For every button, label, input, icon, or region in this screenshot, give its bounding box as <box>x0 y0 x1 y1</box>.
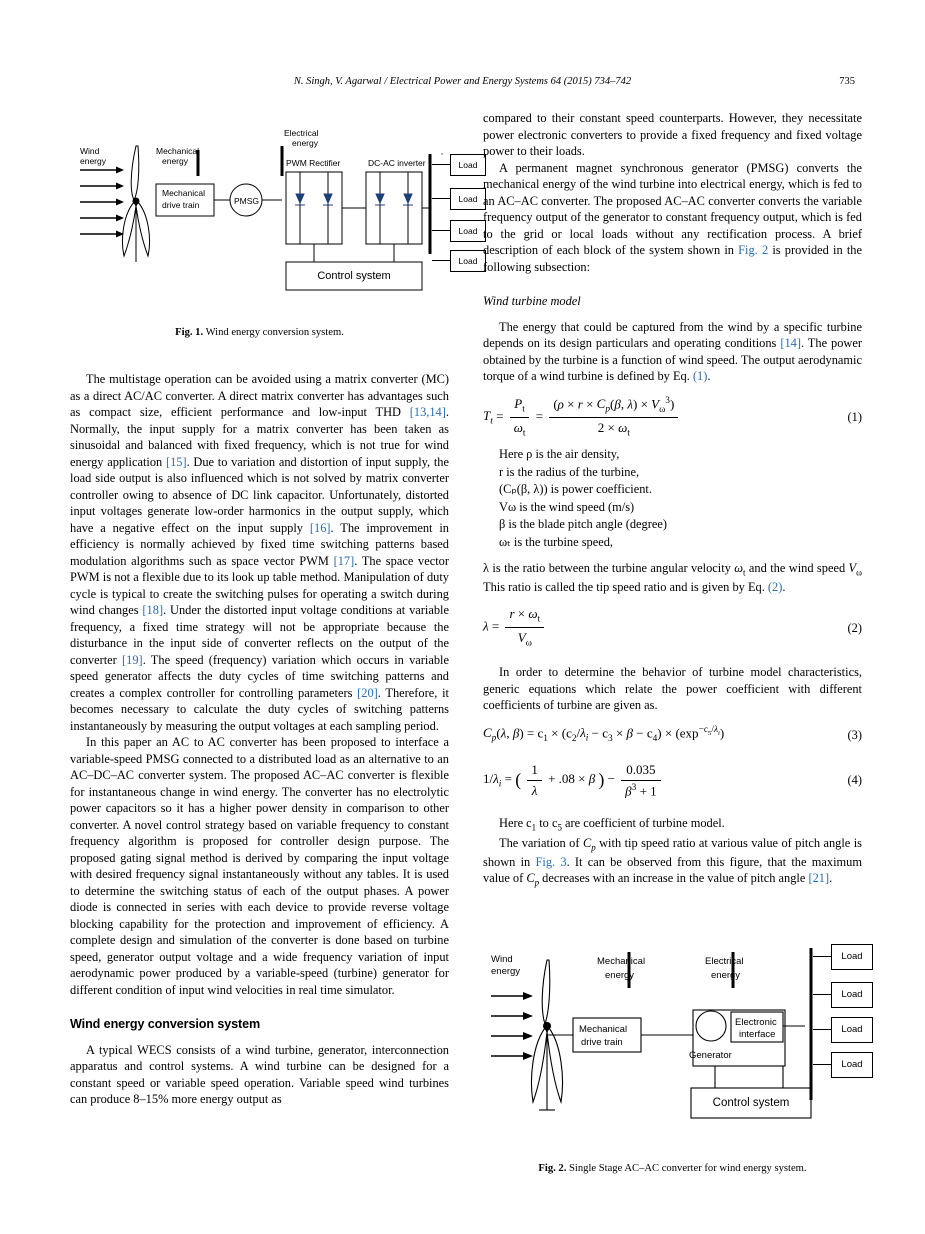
fig1-load-box-4: Load <box>450 250 486 272</box>
fig2-load-box-2: Load <box>831 982 873 1008</box>
fig1-label-mech2: energy <box>162 156 188 166</box>
fig1-label-mdt1: Mechanical <box>162 188 205 198</box>
dc-ac-inverter-box <box>366 172 422 244</box>
fig2-label-mdt1: Mechanical <box>579 1024 628 1035</box>
pwm-rectifier-box <box>286 172 342 244</box>
citation-18[interactable]: [18] <box>142 603 164 617</box>
fig1-load-box-3: Load <box>450 220 486 242</box>
turbine-icon <box>122 146 149 262</box>
fig1-label-mech: Mechanical <box>156 146 199 156</box>
fig1-load-lead-4 <box>432 260 450 261</box>
figure-3-reference[interactable]: Fig. 3 <box>535 854 567 869</box>
figure-2-caption-text: Single Stage AC–AC converter for wind energy system. <box>569 1163 807 1174</box>
figure-1-diagram <box>70 110 449 325</box>
definition-r: r is the radius of the turbine, <box>499 464 640 479</box>
equation-3: $C_p(\lambda$, $\beta) = c_1 \times (c_2/\lambda_i - c_3 \times \beta - c_4) \times (\exp^{-c_5/\lambda_i})$ (3) <box>483 724 862 744</box>
citation-13-14[interactable]: [13,14] <box>409 405 446 419</box>
definition-omega: ωₜ is the turbine speed, <box>499 534 614 549</box>
figure-2-caption-label: Fig. 2. <box>538 1163 567 1174</box>
figure-2-reference[interactable]: Fig. 2 <box>738 243 769 257</box>
fig2-label-ei1: Electronic <box>735 1017 777 1028</box>
left-para-3: A typical WECS consists of a wind turbine, generator, interconnection apparatus and control systems. A wind turbine can be designed for a constant speed or variable speed operation. Variable speed wind turbines can produce 8–15% more energy output as <box>70 1042 449 1107</box>
left-para-2: In this paper an AC to AC converter has been proposed to interface a variable-speed PMSG connected to a distributed load as an alternative to an AC–DC–AC converter system. The proposed AC–AC converter is flexible for instantaneous change in wind energy. The converter has no electrolytic power capacitors so it has a higher power density in comparison to other converter. A novel control strategy based on variable frequency to constant frequency algorithm is proposed for controller design purpose. The proposed gating signal method is derived by comparing the input voltage with desired frequency signal instantaneously without any tables. It is used to determine the switching status of each of the output phases. A power diode is connected in series with each device to provide reverse voltage blocking capability for the protection and improvement of efficiency. A complete design and simulation of the converter is done based on turbine speed, generator output voltage and a wide frequency variation of input aerodynamic power produced by a variable-speed (turbine) generator for different condition of input wind velocities in real time simulator. <box>70 735 449 997</box>
fig2-label-ei2: interface <box>739 1029 776 1040</box>
fig1-label-inv: DC-AC inverter <box>368 158 426 168</box>
fig1-load-lead-1 <box>432 164 450 165</box>
equation-3-number: (3) <box>847 727 862 742</box>
fig1-load-lead-2 <box>432 198 450 199</box>
fig2-load-box-3: Load <box>831 1017 873 1043</box>
symbol-definitions <box>499 446 862 552</box>
page-number: 735 <box>839 76 855 87</box>
left-column <box>70 371 449 1108</box>
figure-2 <box>483 940 862 1140</box>
figure-1-caption-label: Fig. 1. <box>175 327 204 338</box>
right-para-4: λ is the ratio between the turbine angular velocity $\omega_t$ and the wind speed $V_\omega$ This ratio is called the tip speed ratio and is given by Eq. (2). <box>483 560 862 594</box>
fig1-load-box-2: Load <box>450 188 486 210</box>
right-para-5: In order to determine the behavior of turbine model characteristics, generic equations which relate the power coefficient with different coefficients of turbine are given as. <box>483 665 862 713</box>
fig2-label-mdt2: drive train <box>581 1037 623 1048</box>
fig2-wind-arrows <box>491 992 533 1060</box>
wind-arrows <box>80 167 124 238</box>
fig2-label-mech2: energy <box>605 970 635 981</box>
fig1-load-box-1: Load <box>450 154 486 176</box>
definition-cp: (Cₚ(β, λ)) is power coefficient. <box>499 482 652 497</box>
figure-1-caption <box>70 327 449 338</box>
fig1-label-mdt2: drive train <box>162 200 200 210</box>
fig2-label-elec2: energy <box>711 970 741 981</box>
fig1-label-elec: Electrical <box>284 128 319 138</box>
running-head <box>70 76 855 87</box>
right-para-1: compared to their constant speed counterparts. However, they necessitate power electronic converters to provide a fixed frequency and fixed voltage power to their loads. <box>483 111 862 158</box>
fig2-label-wind: Wind <box>491 954 513 965</box>
fig1-label-energy: energy <box>80 156 106 166</box>
fig1-control-system-label: Control system <box>317 270 391 282</box>
section-heading-wecs: Wind energy conversion system <box>70 1017 261 1031</box>
definition-beta: β is the blade pitch angle (degree) <box>499 517 667 532</box>
right-para-3: The energy that could be captured from the wind by a specific turbine depends on its design particulars and operating conditions [14]. The power obtained by the turbine is a function of wind speed. The output aerodynamic torque of a wind turbine is defined by Eq. (1). <box>483 319 862 383</box>
fig2-generator-circle <box>696 1011 726 1041</box>
equation-2-number: (2) <box>847 620 862 635</box>
equation-2: λ = $\frac{r \times \omega_t}{V_\omega}$ (2) <box>483 606 862 649</box>
equation-4-number: (4) <box>847 772 862 787</box>
equation-1: $T_t$ = $\frac{P_t}{\omega_t}$ = $\frac{(\rho \times r \times C_p(\beta, \lambda) \times V_\omega^3)}{2 \times \omega_t}$ (1) <box>483 395 862 439</box>
left-para-1: The multistage operation can be avoided using a matrix converter (MC) as a direct AC/AC converter. A direct matrix converter has advantages such as compact size, efficient performance and low-input THD [13,14]. Normally, the input supply for a matrix converter has been taken as sinusoidal and balanced with fixed frequency, which is not true for wind energy application [15]. Due to variation and distortion of input supply, the load side output is also influenced which is not solved by matrix converter controller owing to absence of DC link capacitor. Unfortunately, distorted input voltages generate low-order harmonics in the output supply, which have a negative effect on the input supply [16]. The improvement in efficiency is normally achieved by fixed time switching patterns based modulation algorithms such as space vector PWM [17]. The space vector PWM is not a flexible due to its look up table method. Manipulation of duty cycle is typical to create the switching pulses for operating a switch during wind changes [18]. Under the distorted input voltage conditions at variable frequency, a fixed time strategy will not be appropriate because the disturbance in the input side of converter reflects on the output of the converter [19]. The speed (frequency) variation which occurs in variable speed generator affects the duty cycles of time switching patterns and creates a complex controller for controlling parameters [20]. Therefore, it becomes necessary to calculate the duty cycles of switching patterns instantaneously by measuring the output voltages at each sampling period. <box>70 372 449 733</box>
figure-2-caption <box>483 1163 862 1174</box>
fig1-label-elec2: energy <box>292 138 318 148</box>
fig1-label-rect: PWM Rectifier <box>286 158 341 168</box>
figure-1 <box>70 110 478 325</box>
definition-vw: Vω is the wind speed (m/s) <box>499 499 635 514</box>
equation-1-number: (1) <box>847 409 862 424</box>
citation-15[interactable]: [15] <box>165 454 187 469</box>
fig2-label-gen: Generator <box>689 1050 732 1061</box>
right-para-2: A permanent magnet synchronous generator (PMSG) converts the mechanical energy of the wind turbine into electrical energy, which is fed to an AC–AC converter. The proposed AC–AC converter converts the variable frequency output of the generator to constant frequency output, which is fed to the grid or local loads without any rectification process. A brief description of each block of the system shown in Fig. 2 is provided in the following subsection: <box>483 160 862 274</box>
citation-16[interactable]: [16] <box>309 520 331 535</box>
right-para-6: Here $c_1$ to $c_5$ are coefficient of turbine model. <box>499 816 725 833</box>
right-para-7: The variation of $C_p$ with tip speed ratio at various value of pitch angle is shown in Fig. 3. It can be observed from this figure, that the maximum value of $C_p$ decreases with an increase in the value of pitch angle [21]. <box>483 835 862 888</box>
equation-4: $1/\lambda_i$ = ( $\frac{1}{\lambda}$ + .08 × β ) − $\frac{0.035}{\beta^3 + 1}$ (4) <box>483 762 862 798</box>
fig2-label-energy: energy <box>491 966 521 977</box>
fig2-control-system-label: Control system <box>712 1097 790 1109</box>
definition-rho: Here ρ is the air density, <box>499 446 620 461</box>
fig2-load-lead-3 <box>813 1029 831 1030</box>
fig2-label-elec: Electrical <box>705 956 744 967</box>
fig1-load-lead-3 <box>432 230 450 231</box>
fig2-load-lead-1 <box>813 956 831 957</box>
citation-19[interactable]: [19] <box>122 652 143 667</box>
fig2-load-box-1: Load <box>831 944 873 970</box>
citation-14[interactable]: [14] <box>780 336 801 350</box>
fig1-label-pmsg: PMSG <box>234 196 260 206</box>
right-column <box>483 110 862 890</box>
fig2-load-box-4: Load <box>831 1052 873 1078</box>
fig2-label-mech: Mechanical <box>597 956 646 967</box>
citation-17[interactable]: [17] <box>333 553 355 568</box>
figure-1-caption-text: Wind energy conversion system. <box>205 327 344 338</box>
equation-1-reference[interactable]: (1) <box>692 369 708 383</box>
fig2-load-lead-2 <box>813 994 831 995</box>
citation-21[interactable]: [21] <box>808 871 830 886</box>
subsection-heading-wind-turbine-model: Wind turbine model <box>483 294 581 308</box>
equation-2-reference[interactable]: (2) <box>767 579 783 594</box>
citation-20[interactable]: [20] <box>357 685 378 700</box>
running-head-citation: N. Singh, V. Agarwal / Electrical Power and Energy Systems 64 (2015) 734–742 <box>293 76 632 87</box>
fig1-label-wind: Wind <box>80 146 100 156</box>
fig2-load-lead-4 <box>813 1064 831 1065</box>
